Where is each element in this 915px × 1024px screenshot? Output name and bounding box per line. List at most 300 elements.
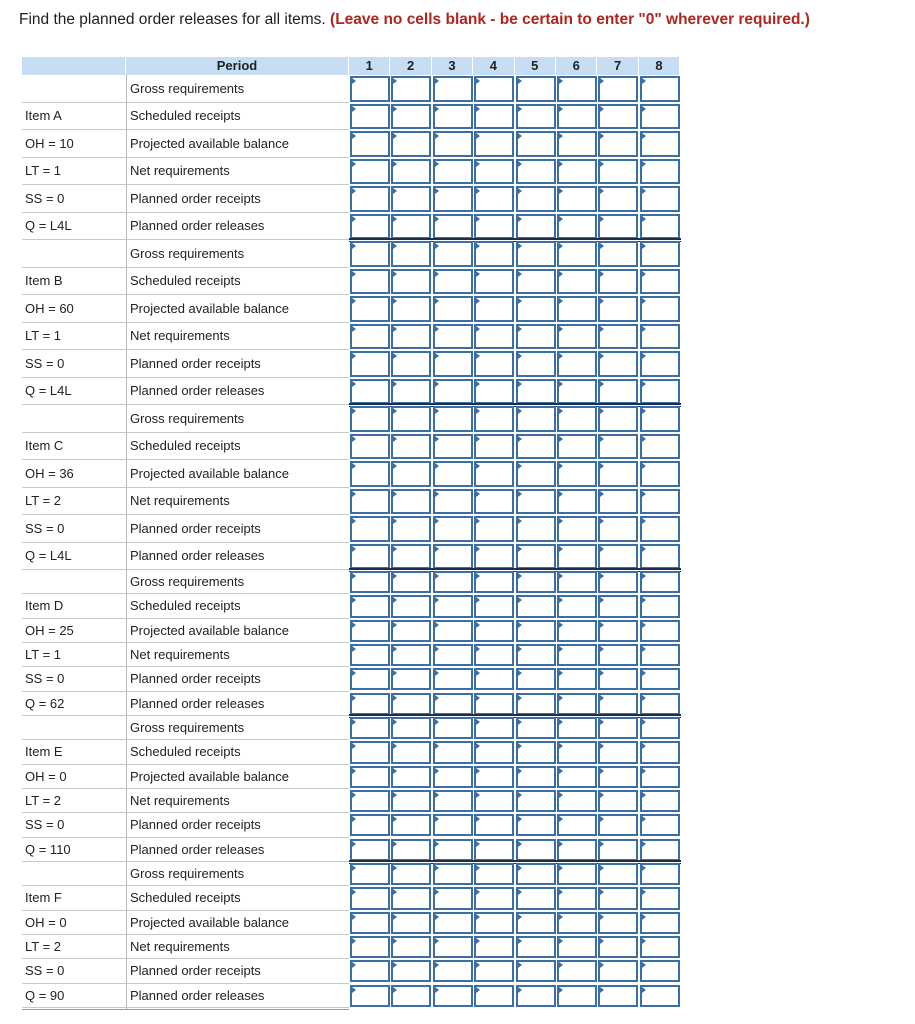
cell-input[interactable] bbox=[474, 741, 514, 763]
cell-input[interactable] bbox=[391, 839, 431, 861]
cell-input[interactable] bbox=[433, 644, 473, 666]
cell-input[interactable] bbox=[391, 434, 431, 460]
cell-input[interactable] bbox=[598, 595, 638, 617]
cell-input[interactable] bbox=[640, 790, 680, 812]
cell-input[interactable] bbox=[391, 269, 431, 295]
row-divider bbox=[22, 129, 349, 130]
cell-input[interactable] bbox=[557, 717, 597, 739]
cell-input[interactable] bbox=[516, 985, 556, 1007]
row-divider bbox=[22, 910, 349, 911]
cell-input[interactable] bbox=[433, 379, 473, 405]
cell-input[interactable] bbox=[557, 790, 597, 812]
cell-input[interactable] bbox=[598, 241, 638, 267]
cell-input[interactable] bbox=[516, 214, 556, 240]
cell-input[interactable] bbox=[640, 186, 680, 212]
cell-input[interactable] bbox=[433, 693, 473, 715]
cell-input[interactable] bbox=[516, 351, 556, 377]
cell-input[interactable] bbox=[557, 668, 597, 690]
cell-input[interactable] bbox=[557, 960, 597, 982]
cell-input[interactable] bbox=[391, 790, 431, 812]
cell-input[interactable] bbox=[516, 76, 556, 102]
cell-input[interactable] bbox=[557, 379, 597, 405]
cell-input[interactable] bbox=[391, 131, 431, 157]
cell-input[interactable] bbox=[433, 985, 473, 1007]
cell-input[interactable] bbox=[598, 186, 638, 212]
cell-input[interactable] bbox=[598, 76, 638, 102]
cell-input[interactable] bbox=[598, 516, 638, 542]
row-divider bbox=[22, 1007, 349, 1008]
cell-input[interactable] bbox=[391, 241, 431, 267]
cell-input[interactable] bbox=[474, 186, 514, 212]
cell-input[interactable] bbox=[557, 620, 597, 642]
cell-input[interactable] bbox=[474, 693, 514, 715]
cell-input[interactable] bbox=[516, 186, 556, 212]
cell-input[interactable] bbox=[516, 241, 556, 267]
cell-input[interactable] bbox=[557, 461, 597, 487]
cell-input[interactable] bbox=[350, 717, 390, 739]
cell-input[interactable] bbox=[391, 76, 431, 102]
cell-input[interactable] bbox=[557, 571, 597, 593]
cell-input[interactable] bbox=[640, 214, 680, 240]
cell-input[interactable] bbox=[598, 717, 638, 739]
cell-input[interactable] bbox=[557, 76, 597, 102]
cell-input[interactable] bbox=[516, 544, 556, 570]
cell-input[interactable] bbox=[516, 269, 556, 295]
cell-input[interactable] bbox=[350, 595, 390, 617]
cell-input[interactable] bbox=[640, 814, 680, 836]
cell-input[interactable] bbox=[350, 766, 390, 788]
cell-input[interactable] bbox=[350, 214, 390, 240]
cell-input[interactable] bbox=[640, 693, 680, 715]
cell-input[interactable] bbox=[557, 269, 597, 295]
cell-input[interactable] bbox=[640, 461, 680, 487]
cell-input[interactable] bbox=[391, 741, 431, 763]
cell-input[interactable] bbox=[474, 839, 514, 861]
cell-input[interactable] bbox=[433, 668, 473, 690]
cell-input[interactable] bbox=[391, 296, 431, 322]
cell-input[interactable] bbox=[557, 214, 597, 240]
cell-input[interactable] bbox=[433, 741, 473, 763]
cell-input[interactable] bbox=[640, 644, 680, 666]
cell-input[interactable] bbox=[640, 668, 680, 690]
cell-input[interactable] bbox=[350, 936, 390, 958]
cell-input[interactable] bbox=[474, 985, 514, 1007]
cell-input[interactable] bbox=[516, 296, 556, 322]
cell-input[interactable] bbox=[474, 434, 514, 460]
cell-input[interactable] bbox=[350, 790, 390, 812]
cell-input[interactable] bbox=[598, 461, 638, 487]
cell-input[interactable] bbox=[516, 863, 556, 885]
cell-input[interactable] bbox=[350, 887, 390, 909]
item-lt: LT = 1 bbox=[25, 328, 62, 344]
cell-input[interactable] bbox=[391, 461, 431, 487]
cell-input[interactable] bbox=[433, 489, 473, 515]
cell-input[interactable] bbox=[474, 351, 514, 377]
cell-input[interactable] bbox=[640, 489, 680, 515]
cell-input[interactable] bbox=[516, 644, 556, 666]
cell-input[interactable] bbox=[433, 912, 473, 934]
cell-input[interactable] bbox=[640, 76, 680, 102]
cell-input[interactable] bbox=[640, 351, 680, 377]
cell-input[interactable] bbox=[391, 571, 431, 593]
cell-input[interactable] bbox=[640, 766, 680, 788]
cell-input[interactable] bbox=[474, 863, 514, 885]
cell-input[interactable] bbox=[598, 131, 638, 157]
cell-input[interactable] bbox=[433, 863, 473, 885]
cell-input[interactable] bbox=[474, 960, 514, 982]
cell-input[interactable] bbox=[598, 406, 638, 432]
cell-input[interactable] bbox=[640, 324, 680, 350]
cell-input[interactable] bbox=[640, 434, 680, 460]
cell-input[interactable] bbox=[598, 351, 638, 377]
cell-input[interactable] bbox=[391, 159, 431, 185]
cell-input[interactable] bbox=[433, 960, 473, 982]
cell-input[interactable] bbox=[474, 489, 514, 515]
cell-input[interactable] bbox=[474, 76, 514, 102]
cell-input[interactable] bbox=[391, 985, 431, 1007]
cell-input[interactable] bbox=[516, 159, 556, 185]
cell-input[interactable] bbox=[557, 814, 597, 836]
cell-input[interactable] bbox=[640, 544, 680, 570]
cell-input[interactable] bbox=[598, 912, 638, 934]
cell-input[interactable] bbox=[350, 186, 390, 212]
cell-input[interactable] bbox=[598, 693, 638, 715]
cell-input[interactable] bbox=[598, 214, 638, 240]
cell-input[interactable] bbox=[557, 241, 597, 267]
cell-input[interactable] bbox=[433, 595, 473, 617]
cell-input[interactable] bbox=[557, 351, 597, 377]
cell-input[interactable] bbox=[557, 186, 597, 212]
cell-input[interactable] bbox=[433, 766, 473, 788]
cell-input[interactable] bbox=[350, 159, 390, 185]
cell-input[interactable] bbox=[433, 214, 473, 240]
cell-input[interactable] bbox=[350, 814, 390, 836]
cell-input[interactable] bbox=[516, 790, 556, 812]
cell-input[interactable] bbox=[474, 241, 514, 267]
cell-input[interactable] bbox=[640, 912, 680, 934]
cell-input[interactable] bbox=[474, 461, 514, 487]
cell-input[interactable] bbox=[433, 269, 473, 295]
cell-input[interactable] bbox=[474, 104, 514, 130]
cell-input[interactable] bbox=[640, 406, 680, 432]
cell-input[interactable] bbox=[474, 887, 514, 909]
cell-input[interactable] bbox=[557, 839, 597, 861]
cell-input[interactable] bbox=[474, 159, 514, 185]
cell-input[interactable] bbox=[598, 668, 638, 690]
cell-input[interactable] bbox=[640, 269, 680, 295]
cell-input[interactable] bbox=[391, 351, 431, 377]
cell-input[interactable] bbox=[433, 717, 473, 739]
cell-input[interactable] bbox=[474, 571, 514, 593]
cell-input[interactable] bbox=[433, 814, 473, 836]
cell-input[interactable] bbox=[350, 912, 390, 934]
cell-input[interactable] bbox=[598, 936, 638, 958]
cell-input[interactable] bbox=[474, 544, 514, 570]
cell-input[interactable] bbox=[516, 717, 556, 739]
cell-input[interactable] bbox=[640, 741, 680, 763]
cell-input[interactable] bbox=[640, 131, 680, 157]
cell-input[interactable] bbox=[391, 379, 431, 405]
cell-input[interactable] bbox=[391, 214, 431, 240]
cell-input[interactable] bbox=[516, 668, 556, 690]
cell-input[interactable] bbox=[433, 406, 473, 432]
cell-input[interactable] bbox=[391, 620, 431, 642]
cell-input[interactable] bbox=[640, 717, 680, 739]
cell-input[interactable] bbox=[640, 296, 680, 322]
cell-input[interactable] bbox=[433, 620, 473, 642]
cell-input[interactable] bbox=[640, 839, 680, 861]
cell-input[interactable] bbox=[350, 76, 390, 102]
cell-input[interactable] bbox=[640, 241, 680, 267]
cell-input[interactable] bbox=[598, 324, 638, 350]
cell-input[interactable] bbox=[557, 595, 597, 617]
cell-input[interactable] bbox=[598, 379, 638, 405]
cell-input[interactable] bbox=[516, 379, 556, 405]
cell-input[interactable] bbox=[474, 595, 514, 617]
cell-input[interactable] bbox=[391, 668, 431, 690]
cell-input[interactable] bbox=[557, 936, 597, 958]
cell-input[interactable] bbox=[433, 76, 473, 102]
cell-input[interactable] bbox=[350, 544, 390, 570]
cell-input[interactable] bbox=[598, 887, 638, 909]
cell-input[interactable] bbox=[640, 516, 680, 542]
cell-input[interactable] bbox=[598, 159, 638, 185]
cell-input[interactable] bbox=[350, 839, 390, 861]
cell-input[interactable] bbox=[433, 104, 473, 130]
cell-input[interactable] bbox=[516, 434, 556, 460]
cell-input[interactable] bbox=[474, 379, 514, 405]
cell-input[interactable] bbox=[557, 863, 597, 885]
cell-input[interactable] bbox=[557, 159, 597, 185]
cell-input[interactable] bbox=[350, 324, 390, 350]
cell-input[interactable] bbox=[516, 693, 556, 715]
cell-input[interactable] bbox=[516, 104, 556, 130]
cell-input[interactable] bbox=[391, 863, 431, 885]
cell-input[interactable] bbox=[557, 741, 597, 763]
cell-input[interactable] bbox=[391, 717, 431, 739]
cell-input[interactable] bbox=[350, 985, 390, 1007]
cell-input[interactable] bbox=[433, 131, 473, 157]
cell-input[interactable] bbox=[391, 186, 431, 212]
cell-input[interactable] bbox=[557, 131, 597, 157]
cell-input[interactable] bbox=[474, 620, 514, 642]
cell-input[interactable] bbox=[640, 595, 680, 617]
cell-input[interactable] bbox=[557, 296, 597, 322]
cell-input[interactable] bbox=[557, 644, 597, 666]
cell-input[interactable] bbox=[640, 960, 680, 982]
cell-input[interactable] bbox=[474, 644, 514, 666]
cell-input[interactable] bbox=[433, 351, 473, 377]
cell-input[interactable] bbox=[598, 644, 638, 666]
cell-input[interactable] bbox=[433, 571, 473, 593]
cell-input[interactable] bbox=[598, 741, 638, 763]
cell-input[interactable] bbox=[350, 863, 390, 885]
cell-input[interactable] bbox=[640, 985, 680, 1007]
cell-input[interactable] bbox=[516, 489, 556, 515]
cell-input[interactable] bbox=[350, 571, 390, 593]
cell-input[interactable] bbox=[350, 668, 390, 690]
row-divider bbox=[22, 642, 349, 643]
cell-input[interactable] bbox=[350, 693, 390, 715]
cell-input[interactable] bbox=[598, 620, 638, 642]
cell-input[interactable] bbox=[557, 406, 597, 432]
cell-input[interactable] bbox=[350, 296, 390, 322]
cell-input[interactable] bbox=[433, 241, 473, 267]
cell-input[interactable] bbox=[516, 814, 556, 836]
cell-input[interactable] bbox=[433, 544, 473, 570]
cell-input[interactable] bbox=[433, 324, 473, 350]
cell-input[interactable] bbox=[350, 104, 390, 130]
cell-input[interactable] bbox=[350, 406, 390, 432]
cell-input[interactable] bbox=[516, 766, 556, 788]
cell-input[interactable] bbox=[557, 104, 597, 130]
row-divider bbox=[22, 715, 349, 716]
cell-input[interactable] bbox=[516, 936, 556, 958]
cell-input[interactable] bbox=[474, 131, 514, 157]
cell-input[interactable] bbox=[350, 516, 390, 542]
cell-input[interactable] bbox=[433, 516, 473, 542]
cell-input[interactable] bbox=[598, 269, 638, 295]
cell-input[interactable] bbox=[557, 887, 597, 909]
cell-input[interactable] bbox=[557, 516, 597, 542]
cell-input[interactable] bbox=[516, 516, 556, 542]
cell-input[interactable] bbox=[474, 717, 514, 739]
cell-input[interactable] bbox=[474, 214, 514, 240]
cell-input[interactable] bbox=[391, 693, 431, 715]
row-label: Planned order receipts bbox=[130, 817, 261, 833]
cell-input[interactable] bbox=[350, 269, 390, 295]
cell-input[interactable] bbox=[350, 351, 390, 377]
cell-input[interactable] bbox=[598, 104, 638, 130]
cell-input[interactable] bbox=[640, 863, 680, 885]
row-label: Gross requirements bbox=[130, 245, 245, 261]
cell-input[interactable] bbox=[391, 489, 431, 515]
cell-input[interactable] bbox=[391, 766, 431, 788]
cell-input[interactable] bbox=[391, 406, 431, 432]
cell-input[interactable] bbox=[474, 766, 514, 788]
cell-input[interactable] bbox=[350, 489, 390, 515]
cell-input[interactable] bbox=[474, 790, 514, 812]
cell-input[interactable] bbox=[640, 571, 680, 593]
cell-input[interactable] bbox=[391, 324, 431, 350]
cell-input[interactable] bbox=[391, 516, 431, 542]
cell-input[interactable] bbox=[433, 159, 473, 185]
cell-input[interactable] bbox=[350, 741, 390, 763]
cell-input[interactable] bbox=[557, 912, 597, 934]
cell-input[interactable] bbox=[391, 544, 431, 570]
cell-input[interactable] bbox=[391, 887, 431, 909]
cell-input[interactable] bbox=[516, 741, 556, 763]
cell-input[interactable] bbox=[474, 936, 514, 958]
cell-input[interactable] bbox=[557, 985, 597, 1007]
cell-input[interactable] bbox=[557, 693, 597, 715]
cell-input[interactable] bbox=[350, 644, 390, 666]
cell-input[interactable] bbox=[598, 790, 638, 812]
cell-input[interactable] bbox=[350, 434, 390, 460]
cell-input[interactable] bbox=[433, 936, 473, 958]
cell-input[interactable] bbox=[433, 839, 473, 861]
cell-input[interactable] bbox=[598, 766, 638, 788]
cell-input[interactable] bbox=[474, 668, 514, 690]
cell-input[interactable] bbox=[516, 595, 556, 617]
cell-input[interactable] bbox=[350, 960, 390, 982]
cell-input[interactable] bbox=[516, 324, 556, 350]
cell-input[interactable] bbox=[598, 296, 638, 322]
cell-input[interactable] bbox=[391, 104, 431, 130]
cell-input[interactable] bbox=[557, 324, 597, 350]
cell-input[interactable] bbox=[350, 379, 390, 405]
cell-input[interactable] bbox=[433, 461, 473, 487]
cell-input[interactable] bbox=[391, 912, 431, 934]
cell-input[interactable] bbox=[640, 620, 680, 642]
cell-input[interactable] bbox=[640, 379, 680, 405]
cell-input[interactable] bbox=[516, 461, 556, 487]
row-divider bbox=[22, 184, 349, 185]
cell-input[interactable] bbox=[598, 839, 638, 861]
cell-input[interactable] bbox=[516, 839, 556, 861]
cell-input[interactable] bbox=[598, 434, 638, 460]
cell-input[interactable] bbox=[391, 960, 431, 982]
row-divider bbox=[22, 157, 349, 158]
cell-input[interactable] bbox=[391, 644, 431, 666]
cell-input[interactable] bbox=[598, 489, 638, 515]
cell-input[interactable] bbox=[598, 814, 638, 836]
cell-input[interactable] bbox=[557, 489, 597, 515]
cell-input[interactable] bbox=[474, 324, 514, 350]
cell-input[interactable] bbox=[640, 159, 680, 185]
cell-input[interactable] bbox=[598, 863, 638, 885]
cell-input[interactable] bbox=[474, 269, 514, 295]
cell-input[interactable] bbox=[516, 912, 556, 934]
cell-input[interactable] bbox=[391, 936, 431, 958]
cell-input[interactable] bbox=[433, 790, 473, 812]
cell-input[interactable] bbox=[350, 241, 390, 267]
cell-input[interactable] bbox=[350, 620, 390, 642]
row-label: Gross requirements bbox=[130, 80, 245, 96]
cell-input[interactable] bbox=[433, 887, 473, 909]
cell-input[interactable] bbox=[598, 571, 638, 593]
cell-input[interactable] bbox=[516, 571, 556, 593]
cell-input[interactable] bbox=[557, 766, 597, 788]
cell-input[interactable] bbox=[516, 620, 556, 642]
cell-input[interactable] bbox=[516, 131, 556, 157]
cell-input[interactable] bbox=[474, 406, 514, 432]
cell-input[interactable] bbox=[598, 985, 638, 1007]
cell-input[interactable] bbox=[557, 434, 597, 460]
cell-input[interactable] bbox=[516, 960, 556, 982]
cell-input[interactable] bbox=[474, 912, 514, 934]
cell-input[interactable] bbox=[640, 936, 680, 958]
item-ss: SS = 0 bbox=[25, 355, 65, 371]
cell-input[interactable] bbox=[433, 434, 473, 460]
cell-input[interactable] bbox=[350, 461, 390, 487]
cell-input[interactable] bbox=[474, 516, 514, 542]
cell-input[interactable] bbox=[557, 544, 597, 570]
cell-input[interactable] bbox=[474, 814, 514, 836]
cell-input[interactable] bbox=[598, 960, 638, 982]
cell-input[interactable] bbox=[350, 131, 390, 157]
cell-input[interactable] bbox=[433, 296, 473, 322]
cell-input[interactable] bbox=[433, 186, 473, 212]
cell-input[interactable] bbox=[474, 296, 514, 322]
cell-input[interactable] bbox=[640, 104, 680, 130]
cell-input[interactable] bbox=[598, 544, 638, 570]
cell-input[interactable] bbox=[391, 595, 431, 617]
cell-input[interactable] bbox=[516, 406, 556, 432]
cell-input[interactable] bbox=[640, 887, 680, 909]
cell-input[interactable] bbox=[391, 814, 431, 836]
cell-input[interactable] bbox=[516, 887, 556, 909]
